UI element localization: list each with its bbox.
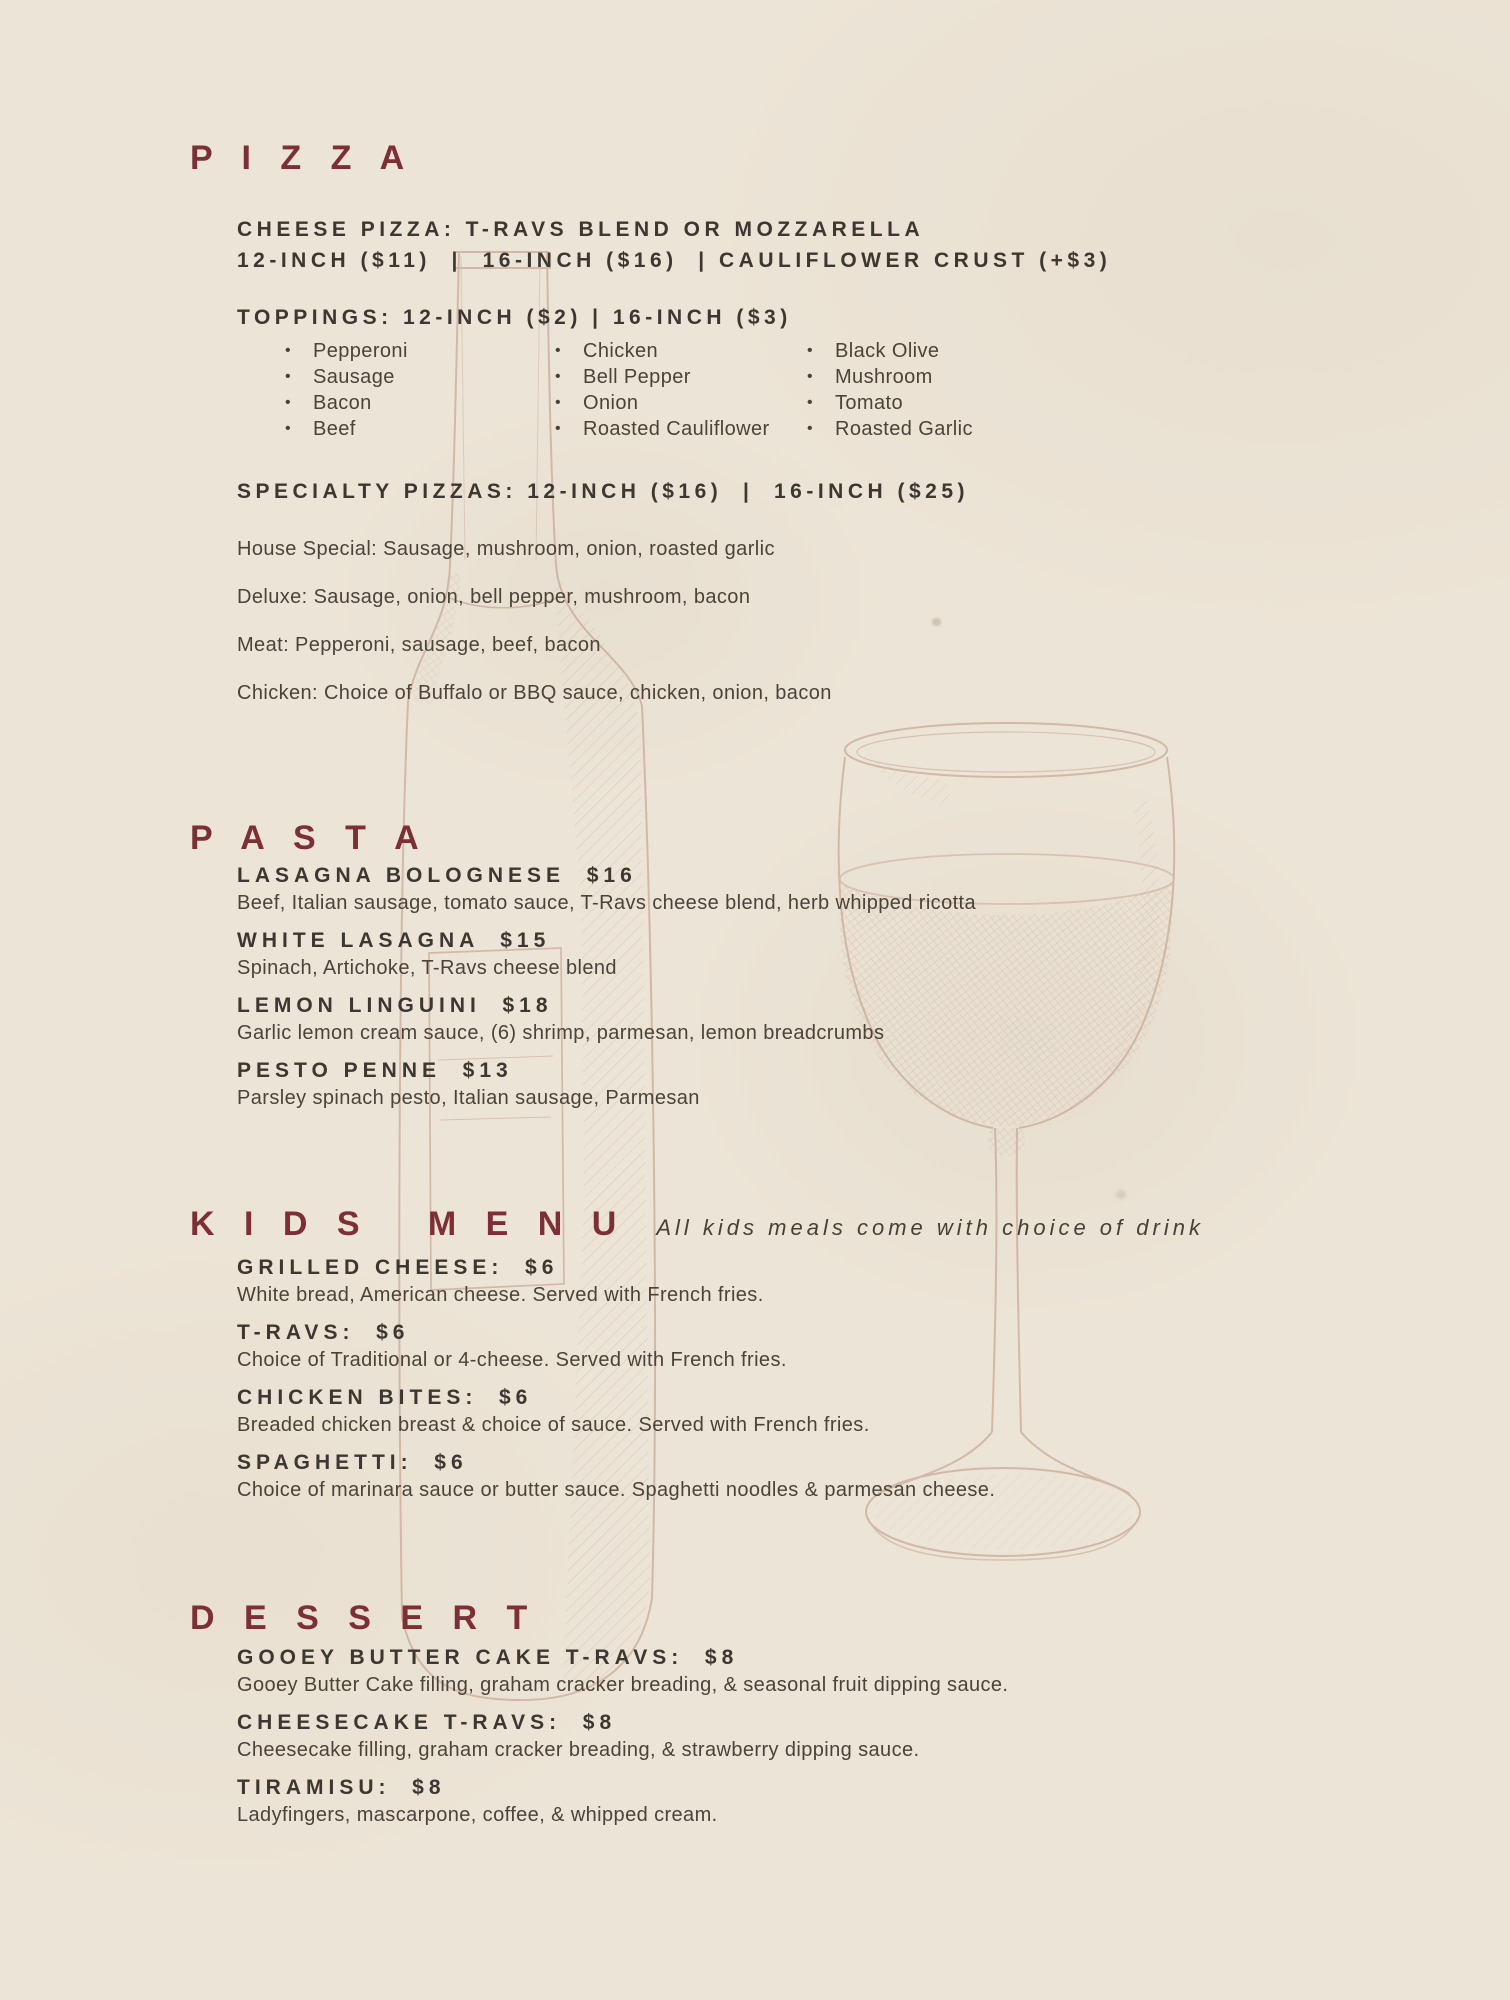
pasta-items [237, 862, 976, 1122]
item-description: Beef, Italian sausage, tomato sauce, T-Ravs cheese blend, herb whipped ricotta [237, 892, 977, 914]
specialty-pizzas-heading: SPECIALTY PIZZAS: 12-INCH ($16) | 16-INCH ($25) [237, 480, 970, 503]
menu-item [237, 992, 976, 1046]
item-description: Choice of Traditional or 4-cheese. Served with French fries. [237, 1349, 787, 1371]
menu-item [237, 1057, 976, 1111]
menu-item [237, 1254, 995, 1308]
menu-item [237, 1644, 1008, 1698]
topping-item: • Mushroom [805, 364, 973, 390]
specialty-pizza-item: Chicken: Choice of Buffalo or BBQ sauce, chicken, onion, bacon [237, 682, 832, 704]
topping-item: • Roasted Garlic [805, 416, 973, 442]
toppings-column-3 [805, 338, 973, 442]
item-name: TIRAMISU: $8 [237, 1776, 446, 1799]
item-description: Garlic lemon cream sauce, (6) shrimp, parmesan, lemon breadcrumbs [237, 1022, 885, 1044]
topping-item: • Black Olive [805, 338, 973, 364]
item-name: CHEESECAKE T-RAVS: $8 [237, 1711, 617, 1734]
item-description: Choice of marinara sauce or butter sauce. Spaghetti noodles & parmesan cheese. [237, 1479, 996, 1501]
pizza-section-title: P I Z Z A [190, 139, 415, 177]
item-description: Parsley spinach pesto, Italian sausage, Parmesan [237, 1087, 700, 1109]
dessert-items [237, 1644, 1008, 1839]
item-description: Breaded chicken breast & choice of sauce. Served with French fries. [237, 1414, 870, 1436]
toppings-list [250, 338, 1350, 458]
item-name: GOOEY BUTTER CAKE T-RAVS: $8 [237, 1646, 739, 1669]
item-name: PESTO PENNE $13 [237, 1059, 513, 1082]
specialty-pizza-item: Meat: Pepperoni, sausage, beef, bacon [237, 634, 601, 656]
toppings-column-1 [283, 338, 408, 442]
item-name: T-RAVS: $6 [237, 1321, 410, 1344]
kids-menu-note: All kids meals come with choice of drink [656, 1215, 1204, 1240]
specialty-pizza-item: House Special: Sausage, mushroom, onion, roasted garlic [237, 538, 775, 560]
item-description: Gooey Butter Cake filling, graham cracker breading, & seasonal fruit dipping sauce. [237, 1674, 1009, 1696]
menu-item [237, 927, 976, 981]
menu-item [237, 1774, 1008, 1828]
cheese-pizza-line: CHEESE PIZZA: T-RAVS BLEND OR MOZZARELLA [237, 218, 925, 241]
item-name: LEMON LINGUINI $18 [237, 994, 553, 1017]
item-description: White bread, American cheese. Served with French fries. [237, 1284, 764, 1306]
topping-item: • Tomato [805, 390, 973, 416]
kids-menu-items [237, 1254, 995, 1514]
topping-item: • Beef [283, 416, 408, 442]
item-description: Spinach, Artichoke, T-Ravs cheese blend [237, 957, 617, 979]
specialty-pizzas-list [237, 536, 832, 728]
topping-item: • Roasted Cauliflower [553, 416, 770, 442]
item-name: LASAGNA BOLOGNESE $16 [237, 864, 637, 887]
topping-item: • Sausage [283, 364, 408, 390]
toppings-column-2 [553, 338, 770, 442]
kids-menu-title-row [190, 1204, 1204, 1244]
item-name: GRILLED CHEESE: $6 [237, 1256, 559, 1279]
menu-item [237, 1319, 995, 1373]
toppings-heading: TOPPINGS: 12-INCH ($2) | 16-INCH ($3) [237, 306, 792, 329]
menu-item [237, 862, 976, 916]
item-name: WHITE LASAGNA $15 [237, 929, 551, 952]
topping-item: • Bell Pepper [553, 364, 770, 390]
dessert-section-title: D E S S E R T [190, 1599, 538, 1637]
item-description: Ladyfingers, mascarpone, coffee, & whipped cream. [237, 1804, 718, 1826]
menu-item [237, 1384, 995, 1438]
topping-item: • Chicken [553, 338, 770, 364]
topping-item: • Pepperoni [283, 338, 408, 364]
specialty-pizza-item: Deluxe: Sausage, onion, bell pepper, mushroom, bacon [237, 586, 751, 608]
menu-item [237, 1709, 1008, 1763]
cheese-pizza-sizes-line: 12-INCH ($11) | 16-INCH ($16) | CAULIFLOWER CRUST (+$3) [237, 249, 1112, 272]
menu-item [237, 1449, 995, 1503]
item-name: CHICKEN BITES: $6 [237, 1386, 533, 1409]
topping-item: • Bacon [283, 390, 408, 416]
pasta-section-title: P A S T A [190, 819, 429, 857]
item-description: Cheesecake filling, graham cracker breading, & strawberry dipping sauce. [237, 1739, 920, 1761]
kids-menu-section-title: K I D S M E N U [190, 1205, 627, 1243]
item-name: SPAGHETTI: $6 [237, 1451, 468, 1474]
topping-item: • Onion [553, 390, 770, 416]
